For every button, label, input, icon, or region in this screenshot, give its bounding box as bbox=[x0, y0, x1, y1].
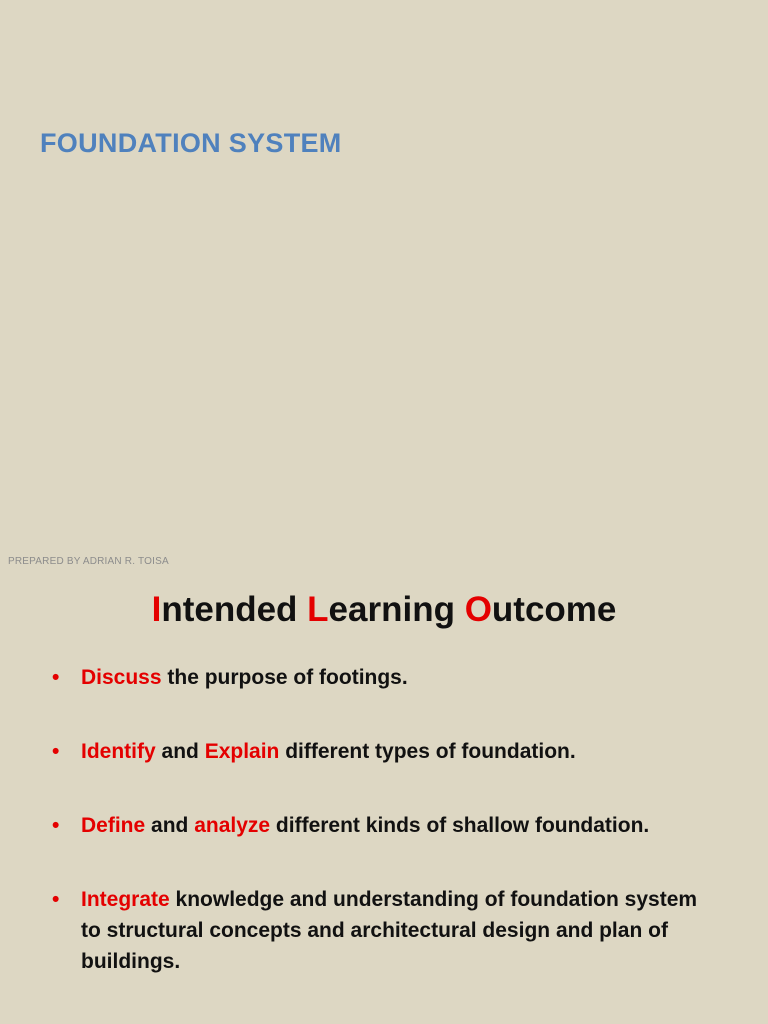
keyword-identify: Identify bbox=[81, 740, 162, 763]
learning-outcome-title bbox=[0, 590, 768, 630]
bullet-icon: • bbox=[52, 888, 60, 911]
keyword-define: Define bbox=[81, 814, 146, 837]
keyword-analyze: analyze bbox=[194, 814, 271, 837]
slide-title: FOUNDATION SYSTEM bbox=[40, 128, 342, 158]
bullet-icon: • bbox=[52, 740, 60, 763]
bullet-text: knowledge and understanding of foundation system to structural concepts and architectural design and plan of buildings. bbox=[81, 888, 698, 973]
title-part-learning: earning bbox=[328, 590, 465, 629]
bullet-icon: • bbox=[52, 666, 60, 689]
keyword-integrate: Integrate bbox=[81, 888, 170, 911]
title-part-outcome: utcome bbox=[491, 590, 617, 629]
bullet-text: the purpose of footings. bbox=[161, 666, 408, 689]
title-initial-l: L bbox=[307, 590, 329, 629]
list-item-identify-explain bbox=[52, 736, 712, 767]
keyword-explain: Explain bbox=[204, 740, 280, 763]
learning-outcome-list bbox=[52, 662, 712, 1020]
keyword-discuss: Discuss bbox=[81, 666, 162, 689]
slide-intended-learning-outcome bbox=[0, 576, 768, 1024]
title-initial-o: O bbox=[464, 590, 492, 629]
bullet-text: different types of foundation. bbox=[279, 740, 576, 763]
bullet-icon: • bbox=[52, 814, 60, 837]
list-item-define-analyze bbox=[52, 810, 712, 841]
bullet-connector: and bbox=[145, 814, 195, 837]
list-item-integrate bbox=[52, 884, 712, 977]
title-part-intended: ntended bbox=[161, 590, 308, 629]
prepared-by-footer: PREPARED BY ADRIAN R. TOISA bbox=[8, 556, 169, 567]
title-initial-i: I bbox=[151, 590, 162, 629]
bullet-text: different kinds of shallow foundation. bbox=[270, 814, 650, 837]
bullet-connector: and bbox=[161, 740, 205, 763]
list-item-discuss bbox=[52, 662, 712, 693]
